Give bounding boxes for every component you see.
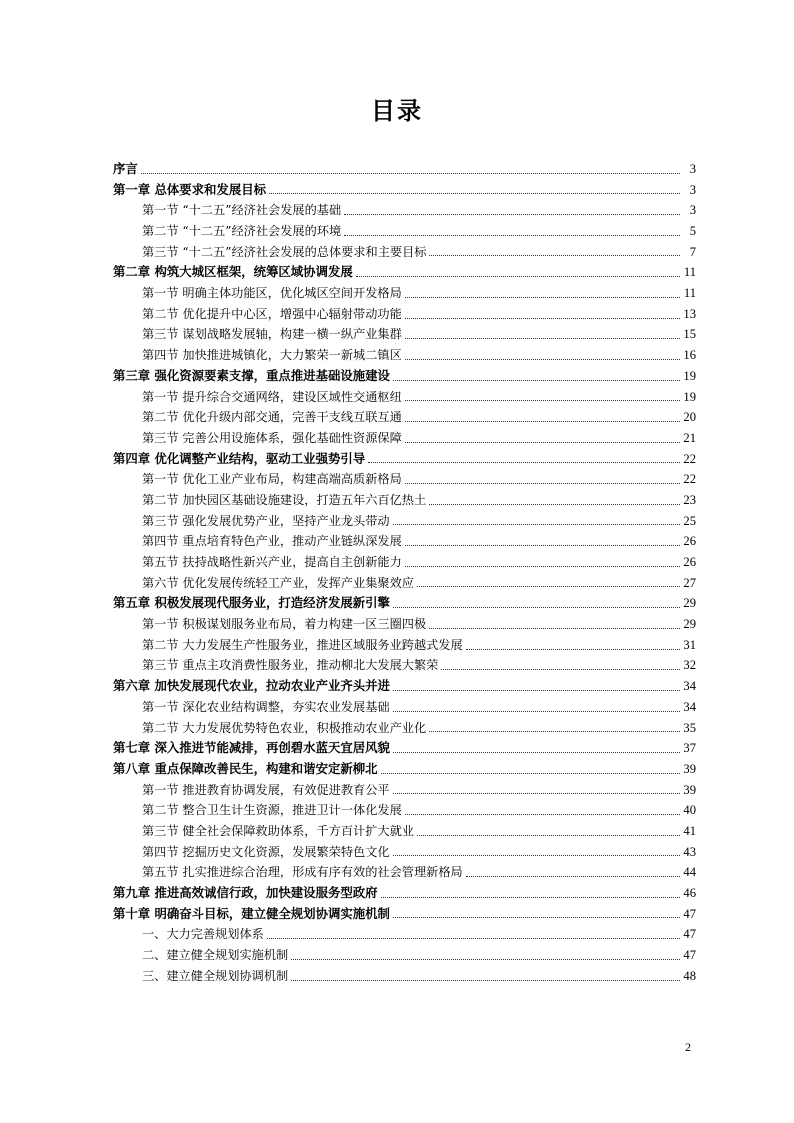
dot-leader <box>393 690 680 691</box>
toc-entry-title: 第五节 扎实推进综合治理，形成有序有效的社会管理新格局 <box>142 865 463 880</box>
toc-entry-title: 第四章 优化调整产业结构，驱动工业强势引导 <box>113 450 366 466</box>
dot-leader <box>405 814 680 815</box>
dot-leader <box>441 669 680 670</box>
toc-entry-page: 47 <box>683 927 696 942</box>
toc-entry-page: 34 <box>683 699 696 714</box>
toc-section-entry[interactable] <box>113 387 696 408</box>
dot-leader <box>417 586 680 587</box>
toc-entry-title: 第十章 明确奋斗目标，建立健全规划协调实施机制 <box>113 905 390 921</box>
dot-leader <box>393 380 680 381</box>
toc-entry-page: 3 <box>689 182 696 197</box>
toc-entry-page: 47 <box>683 948 696 963</box>
toc-entry-title: 第五节 扶持战略性新兴产业，提高自主创新能力 <box>142 555 402 570</box>
toc-section-entry[interactable] <box>113 924 696 945</box>
dot-leader <box>466 876 680 877</box>
toc-section-entry[interactable] <box>113 718 696 739</box>
toc-entry-title: 第二节 整合卫生计生资源，推进卫计一体化发展 <box>142 803 402 818</box>
dot-leader <box>344 214 680 215</box>
toc-entry-page: 22 <box>683 451 696 466</box>
toc-section-entry[interactable] <box>113 490 696 511</box>
toc-chapter-entry[interactable] <box>113 676 696 697</box>
toc-entry-page: 16 <box>683 348 696 363</box>
toc-entry-page: 26 <box>683 555 696 570</box>
toc-section-entry[interactable] <box>113 552 696 573</box>
toc-entry-title: 第一章 总体要求和发展目标 <box>113 181 267 197</box>
dot-leader <box>405 297 680 298</box>
toc-section-entry[interactable] <box>113 304 696 325</box>
toc-entry-title: 第一节 明确主体功能区，优化城区空间开发格局 <box>142 286 402 301</box>
dot-leader <box>269 193 680 194</box>
toc-entry-page: 32 <box>683 658 696 673</box>
toc-chapter-entry[interactable] <box>113 759 696 780</box>
toc-entry-title: 第二节 大力发展优势特色农业，积极推动农业产业化 <box>142 720 427 735</box>
dot-leader <box>405 400 680 401</box>
toc-section-entry[interactable] <box>113 821 696 842</box>
table-of-contents <box>113 159 696 987</box>
toc-entry-title: 第三节 强化发展优势产业，坚持产业龙头带动 <box>142 513 390 528</box>
dot-leader <box>393 711 680 712</box>
toc-section-entry[interactable] <box>113 428 696 449</box>
toc-entry-page: 39 <box>683 761 696 776</box>
toc-section-entry[interactable] <box>113 200 696 221</box>
toc-section-entry[interactable] <box>113 945 696 966</box>
toc-entry-page: 27 <box>683 575 696 590</box>
toc-chapter-entry[interactable] <box>113 449 696 470</box>
toc-section-entry[interactable] <box>113 325 696 346</box>
toc-entry-title: 第六节 优化发展传统轻工产业，发挥产业集聚效应 <box>142 575 414 590</box>
dot-leader <box>393 917 680 918</box>
toc-entry-page: 46 <box>683 886 696 901</box>
dot-leader <box>344 235 680 236</box>
toc-entry-title: 第三章 强化资源要素支撑，重点推进基础设施建设 <box>113 367 390 383</box>
toc-entry-title: 第三节 谋划战略发展轴，构建一横一纵产业集群 <box>142 327 402 342</box>
toc-entry-page: 44 <box>683 865 696 880</box>
toc-entry-title: 第四节 重点培育特色产业，推动产业链纵深发展 <box>142 534 402 549</box>
toc-section-entry[interactable] <box>113 614 696 635</box>
dot-leader <box>267 938 680 939</box>
toc-entry-title: 第四节 加快推进城镇化，大力繁荣一新城二镇区 <box>142 348 402 363</box>
toc-entry-page: 48 <box>683 968 696 983</box>
toc-section-entry[interactable] <box>113 531 696 552</box>
dot-leader <box>393 855 680 856</box>
toc-entry-title: 第二节 加快园区基础设施建设，打造五年六百亿热土 <box>142 492 427 507</box>
dot-leader <box>405 338 680 339</box>
toc-section-entry[interactable] <box>113 407 696 428</box>
dot-leader <box>405 359 680 360</box>
dot-leader <box>141 173 680 174</box>
toc-chapter-entry[interactable] <box>113 262 696 283</box>
toc-section-entry[interactable] <box>113 345 696 366</box>
toc-entry-title: 第七章 深入推进节能减排，再创碧水蓝天宜居风貌 <box>113 740 390 756</box>
dot-leader <box>291 980 680 981</box>
toc-entry-page: 11 <box>683 265 696 280</box>
toc-entry-page: 40 <box>683 803 696 818</box>
dot-leader <box>429 731 680 732</box>
toc-entry-page: 7 <box>689 244 696 259</box>
toc-section-entry[interactable] <box>113 469 696 490</box>
toc-entry-page: 39 <box>683 782 696 797</box>
toc-entry-page: 11 <box>683 286 696 301</box>
dot-leader <box>393 752 680 753</box>
toc-chapter-entry[interactable] <box>113 904 696 925</box>
toc-entry-page: 26 <box>683 534 696 549</box>
page-title: 目录 <box>371 97 423 125</box>
toc-entry-page: 37 <box>683 741 696 756</box>
toc-section-entry[interactable] <box>113 780 696 801</box>
toc-entry-page: 21 <box>683 430 696 445</box>
dot-leader <box>429 628 680 629</box>
toc-entry-title: 第二节 优化升级内部交通，完善干支线互联互通 <box>142 410 402 425</box>
dot-leader <box>393 793 680 794</box>
toc-entry-title: 第四节 挖掘历史文化资源，发展繁荣特色文化 <box>142 844 390 859</box>
toc-entry-title: 第一节 “十二五”经济社会发展的基础 <box>142 203 342 218</box>
toc-section-entry[interactable] <box>113 511 696 532</box>
toc-entry-page: 23 <box>683 492 696 507</box>
dot-leader <box>429 255 680 256</box>
toc-chapter-entry[interactable] <box>113 593 696 614</box>
toc-section-entry[interactable] <box>113 283 696 304</box>
toc-entry-page: 29 <box>683 596 696 611</box>
toc-entry-title: 第二章 构筑大城区框架，统筹区域协调发展 <box>113 264 353 280</box>
dot-leader <box>405 483 680 484</box>
toc-entry-page: 29 <box>683 617 696 632</box>
toc-entry-title: 第六章 加快发展现代农业，拉动农业产业齐头并进 <box>113 678 390 694</box>
dot-leader <box>356 276 680 277</box>
toc-section-entry[interactable] <box>113 635 696 656</box>
toc-entry-page: 35 <box>683 720 696 735</box>
dot-leader <box>393 607 680 608</box>
dot-leader <box>405 566 680 567</box>
dot-leader <box>368 462 680 463</box>
toc-chapter-entry[interactable] <box>113 738 696 759</box>
toc-entry-title: 第一节 积极谋划服务业布局，着力构建一区三圈四极 <box>142 617 427 632</box>
toc-entry-page: 19 <box>683 368 696 383</box>
toc-section-entry[interactable] <box>113 242 696 263</box>
dot-leader <box>291 959 680 960</box>
toc-entry-title: 第三节 “十二五”经济社会发展的总体要求和主要目标 <box>142 244 427 259</box>
dot-leader <box>381 773 680 774</box>
toc-section-entry[interactable] <box>113 800 696 821</box>
toc-entry-title: 第三节 健全社会保障救助体系，千方百计扩大就业 <box>142 823 414 838</box>
dot-leader <box>466 649 680 650</box>
toc-section-entry[interactable] <box>113 656 696 677</box>
toc-entry-title: 第九章 推进高效诚信行政，加快建设服务型政府 <box>113 885 378 901</box>
toc-entry-title: 第二节 优化提升中心区，增强中心辐射带动功能 <box>142 306 402 321</box>
toc-entry-title: 第五章 积极发展现代服务业，打造经济发展新引擎 <box>113 595 390 611</box>
toc-entry-title: 第一节 深化农业结构调整，夯实农业发展基础 <box>142 699 390 714</box>
toc-entry-page: 43 <box>683 844 696 859</box>
toc-entry-page: 3 <box>689 203 696 218</box>
dot-leader <box>405 545 680 546</box>
toc-entry-title: 三、建立健全规划协调机制 <box>142 968 289 983</box>
dot-leader <box>405 318 680 319</box>
toc-entry-page: 20 <box>683 410 696 425</box>
toc-entry-page: 34 <box>683 679 696 694</box>
toc-section-entry[interactable] <box>113 573 696 594</box>
dot-leader <box>405 442 680 443</box>
toc-entry-title: 第一节 优化工业产业布局，构建高端高质新格局 <box>142 472 402 487</box>
dot-leader <box>429 504 680 505</box>
toc-entry-page: 13 <box>683 306 696 321</box>
dot-leader <box>417 835 680 836</box>
toc-chapter-entry[interactable] <box>113 366 696 387</box>
toc-chapter-entry[interactable] <box>113 180 696 201</box>
toc-entry-page: 25 <box>683 513 696 528</box>
toc-section-entry[interactable] <box>113 862 696 883</box>
toc-entry-title: 第二节 大力发展生产性服务业，推进区域服务业跨越式发展 <box>142 637 463 652</box>
toc-section-entry[interactable] <box>113 221 696 242</box>
toc-entry-title: 序言 <box>113 160 138 176</box>
toc-entry-title: 二、建立健全规划实施机制 <box>142 948 289 963</box>
dot-leader <box>405 421 680 422</box>
toc-entry-page: 5 <box>689 224 696 239</box>
toc-entry-page: 3 <box>689 161 696 176</box>
toc-entry-title: 第二节 “十二五”经济社会发展的环境 <box>142 224 342 239</box>
toc-chapter-entry[interactable] <box>113 883 696 904</box>
toc-entry-title: 第一节 推进教育协调发展，有效促进教育公平 <box>142 782 390 797</box>
toc-section-entry[interactable] <box>113 966 696 987</box>
dot-leader <box>393 524 680 525</box>
toc-entry-title: 第八章 重点保障改善民生，构建和谐安定新柳北 <box>113 760 378 776</box>
toc-section-entry[interactable] <box>113 842 696 863</box>
toc-entry-page: 15 <box>683 327 696 342</box>
toc-entry-title: 一、大力完善规划体系 <box>142 927 264 942</box>
toc-entry-title: 第三节 完善公用设施体系，强化基础性资源保障 <box>142 430 402 445</box>
toc-entry-page: 41 <box>683 823 696 838</box>
toc-entry-page: 47 <box>683 906 696 921</box>
toc-entry-title: 第三节 重点主攻消费性服务业，推动柳北大发展大繁荣 <box>142 658 439 673</box>
toc-entry-title: 第一节 提升综合交通网络，建设区域性交通枢纽 <box>142 389 402 404</box>
toc-section-entry[interactable] <box>113 697 696 718</box>
page-number: 2 <box>685 1040 691 1054</box>
dot-leader <box>381 897 680 898</box>
toc-entry-page: 22 <box>683 472 696 487</box>
toc-entry-page: 31 <box>683 637 696 652</box>
toc-entry-page: 19 <box>683 389 696 404</box>
toc-chapter-entry[interactable] <box>113 159 696 180</box>
